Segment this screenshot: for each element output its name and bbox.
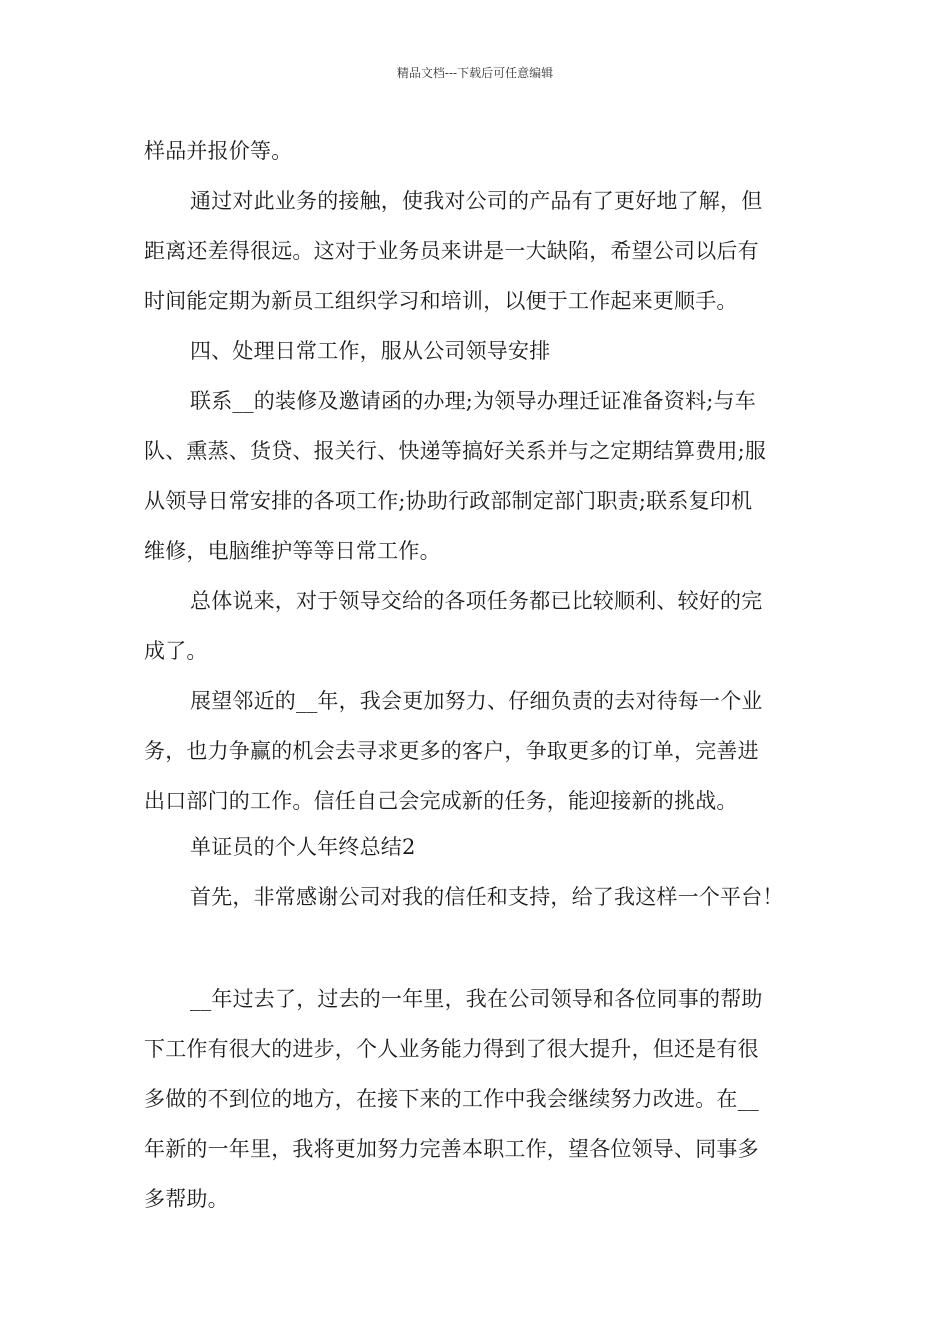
text-line: 时间能定期为新员工组织学习和培训，以便于工作起来更顺手。	[144, 289, 738, 313]
text-line: 多帮助。	[144, 1187, 229, 1211]
text-line: 从领导日常安排的各项工作;协助行政部制定部门职责;联系复印机	[144, 489, 753, 513]
section-heading: 四、处理日常工作，服从公司领导安排	[190, 339, 551, 363]
text-line: 务，也力争赢的机会去寻求更多的客户，争取更多的订单，完善进	[144, 739, 759, 763]
text-line: 出口部门的工作。信任自己会完成新的任务，能迎接新的挑战。	[144, 789, 738, 813]
text-line: 展望邻近的__年，我会更加努力、仔细负责的去对待每一个业	[190, 689, 763, 713]
section-title: 单证员的个人年终总结2	[190, 835, 416, 859]
text-line: 多做的不到位的地方，在接下来的工作中我会继续努力改进。在__	[144, 1087, 759, 1111]
text-line: 成了。	[144, 639, 208, 663]
text-line: 通过对此业务的接触，使我对公司的产品有了更好地了解，但	[190, 189, 763, 213]
text-line: 联系__的装修及邀请函的办理;为领导办理迁证准备资料;与车	[190, 389, 756, 413]
text-line: 下工作有很大的进步，个人业务能力得到了很大提升，但还是有很	[144, 1037, 759, 1061]
text-line: 维修，电脑维护等等日常工作。	[144, 539, 441, 563]
text-line: 队、熏蒸、货贷、报关行、快递等搞好关系并与之定期结算费用;服	[144, 439, 767, 463]
text-line: 首先，非常感谢公司对我的信任和支持，给了我这样一个平台！	[190, 885, 784, 909]
text-line: 样品并报价等。	[144, 139, 293, 163]
text-line: 距离还差得很远。这对于业务员来讲是一大缺陷，希望公司以后有	[144, 239, 759, 263]
text-line: 总体说来，对于领导交给的各项任务都已比较顺利、较好的完	[190, 589, 763, 613]
text-line: __年过去了，过去的一年里，我在公司领导和各位同事的帮助	[190, 987, 763, 1011]
page-header: 精品文档---下载后可任意编辑	[396, 66, 554, 80]
text-line: 年新的一年里，我将更加努力完善本职工作，望各位领导、同事多	[144, 1137, 759, 1161]
